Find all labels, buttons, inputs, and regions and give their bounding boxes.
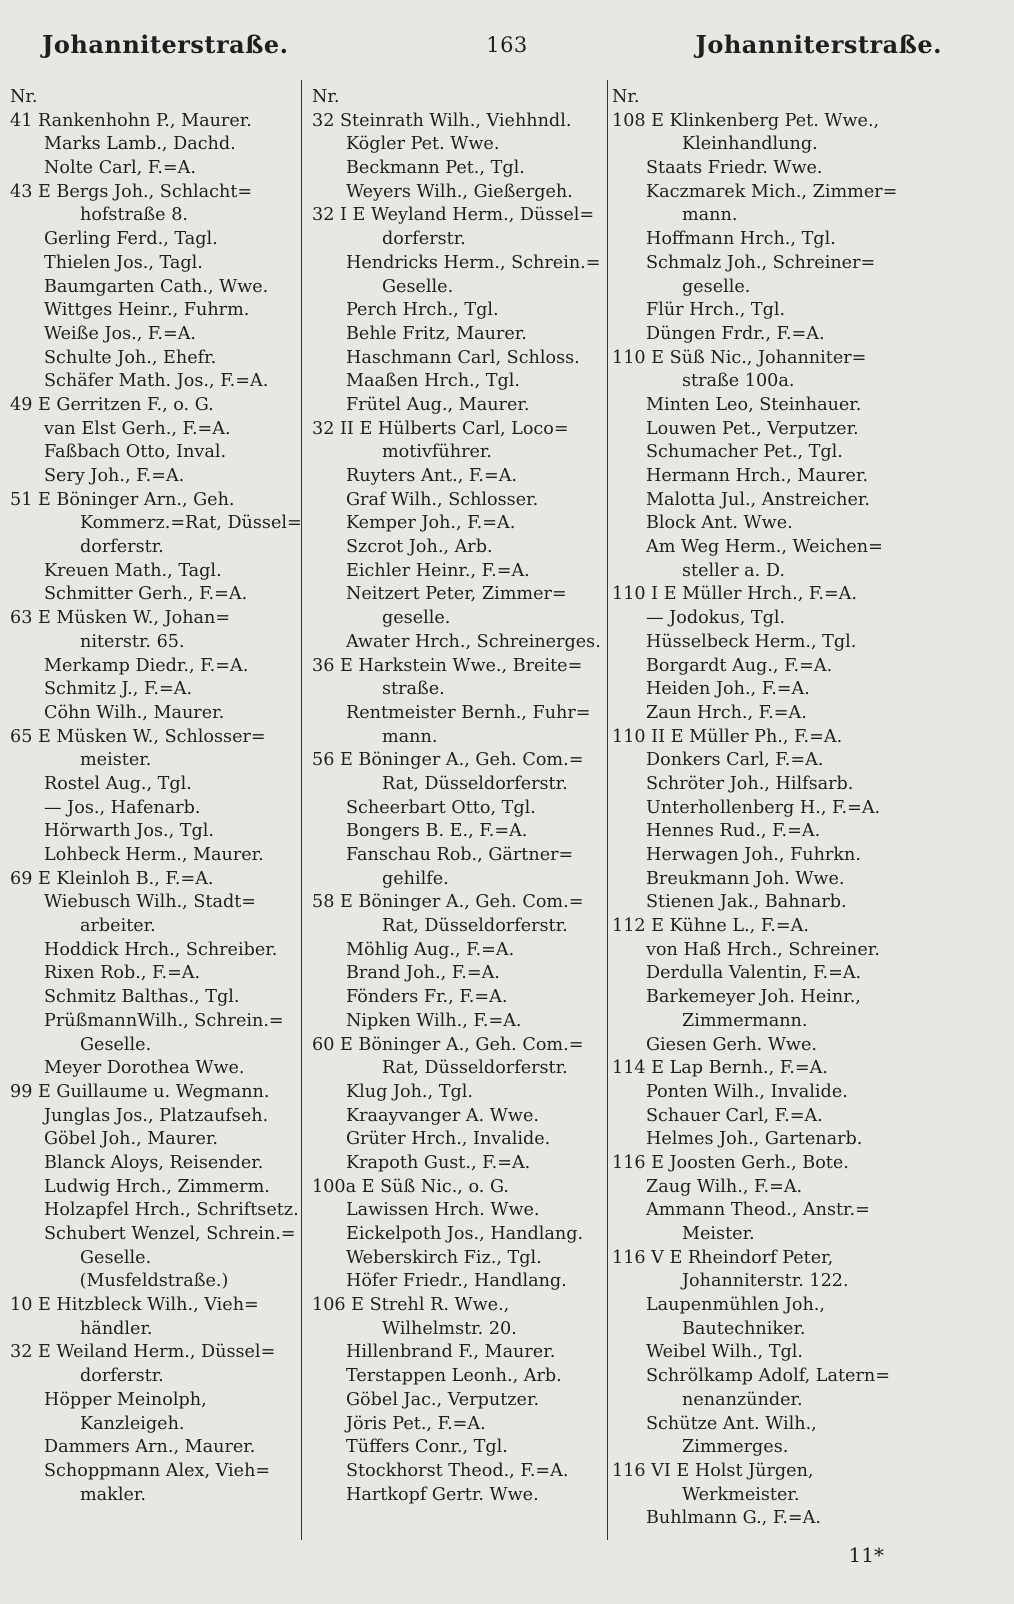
- directory-entry-line: Holzapfel Hrch., Schriftsetz.: [44, 1200, 299, 1221]
- directory-entry-line: Wiebusch Wilh., Stadt=: [44, 892, 257, 913]
- directory-entry-line: Weibel Wilh., Tgl.: [646, 1342, 803, 1363]
- directory-entry-line: meister.: [80, 750, 152, 771]
- directory-entry-line: 43 E Bergs Joh., Schlacht=: [10, 181, 253, 202]
- column-heading: Nr.: [312, 87, 340, 107]
- directory-entry-line: Scheerbart Otto, Tgl.: [346, 797, 536, 818]
- directory-entry-line: 99 E Guillaume u. Wegmann.: [10, 1081, 270, 1102]
- directory-entry-line: Schulte Joh., Ehefr.: [44, 347, 217, 368]
- directory-entry-line: Weyers Wilh., Gießergeh.: [346, 181, 573, 202]
- directory-entry-line: 116 V E Rheindorf Peter,: [612, 1247, 834, 1268]
- directory-entry-line: Geselle.: [80, 1034, 152, 1055]
- directory-entry-line: Krapoth Gust., F.=A.: [346, 1152, 531, 1173]
- directory-entry-line: Hoddick Hrch., Schreiber.: [44, 939, 278, 960]
- directory-entry-line: Derdulla Valentin, F.=A.: [646, 963, 862, 984]
- directory-entry-line: Düngen Frdr., F.=A.: [646, 323, 825, 344]
- directory-entry-line: Göbel Jac., Verputzer.: [346, 1389, 540, 1410]
- directory-entry-line: Unterhollenberg H., F.=A.: [646, 797, 881, 818]
- directory-entry-line: 106 E Strehl R. Wwe.,: [312, 1295, 510, 1316]
- directory-entry-line: Schmalz Joh., Schreiner=: [646, 252, 876, 273]
- directory-entry-line: Rixen Rob., F.=A.: [44, 963, 201, 984]
- directory-entry-line: Ruyters Ant., F.=A.: [346, 466, 518, 486]
- directory-entry-line: 65 E Müsken W., Schlosser=: [10, 726, 266, 747]
- directory-entry-line: 49 E Gerritzen F., o. G.: [10, 394, 214, 415]
- directory-entry-line: Merkamp Diedr., F.=A.: [44, 655, 249, 676]
- column-divider: [607, 80, 608, 1540]
- directory-entry-line: Kommerz.=Rat, Düssel=: [80, 513, 302, 534]
- directory-entry-line: Zaug Wilh., F.=A.: [646, 1176, 803, 1197]
- directory-entry-line: 110 E Süß Nic., Johanniter=: [612, 347, 867, 368]
- directory-entry-line: Kaczmarek Mich., Zimmer=: [646, 181, 898, 202]
- directory-entry-line: Hörwarth Jos., Tgl.: [44, 821, 214, 842]
- directory-entry-line: Ponten Wilh., Invalide.: [646, 1081, 848, 1102]
- directory-entry-line: 110 I E Müller Hrch., F.=A.: [612, 584, 857, 605]
- directory-entry-line: Schmitz Balthas., Tgl.: [44, 987, 240, 1008]
- column-heading: Nr.: [10, 87, 38, 107]
- directory-entry-line: Kögler Pet. Wwe.: [346, 134, 500, 155]
- directory-entry-line: Szcrot Joh., Arb.: [346, 537, 493, 558]
- directory-entry-line: Bongers B. E., F.=A.: [346, 821, 528, 842]
- directory-entry-line: Wilhelmstr. 20.: [382, 1318, 517, 1339]
- directory-entry-line: Maaßen Hrch., Tgl.: [346, 371, 521, 392]
- directory-entry-line: Laupenmühlen Joh.,: [646, 1295, 825, 1316]
- directory-entry-line: Hillenbrand F., Maurer.: [346, 1342, 556, 1363]
- directory-entry-line: Thielen Jos., Tagl.: [44, 252, 203, 273]
- directory-entry-line: Werkmeister.: [682, 1484, 800, 1505]
- directory-entry-line: Zimmermann.: [682, 1010, 808, 1031]
- directory-entry-line: 32 II E Hülberts Carl, Loco=: [312, 418, 569, 439]
- directory-entry-line: Nolte Carl, F.=A.: [44, 158, 196, 179]
- directory-entry-line: Schütze Ant. Wilh.,: [646, 1413, 817, 1434]
- directory-entry-line: Ammann Theod., Anstr.=: [646, 1200, 870, 1221]
- directory-entry-line: Cöhn Wilh., Maurer.: [44, 702, 225, 723]
- directory-entry-line: dorferstr.: [382, 229, 466, 250]
- directory-entry-line: motivführer.: [382, 442, 492, 463]
- directory-entry-line: Kemper Joh., F.=A.: [346, 513, 516, 534]
- directory-entry-line: 51 E Böninger Arn., Geh.: [10, 489, 235, 510]
- directory-entry-line: Schumacher Pet., Tgl.: [646, 442, 843, 463]
- directory-entry-line: Hartkopf Gertr. Wwe.: [346, 1484, 539, 1505]
- directory-entry-line: Tüffers Conr., Tgl.: [346, 1437, 508, 1458]
- directory-entry-line: Beckmann Pet., Tgl.: [346, 158, 525, 179]
- directory-entry-line: Höpper Meinolph,: [44, 1389, 207, 1410]
- directory-column-3: [612, 86, 912, 1531]
- directory-entry-line: Johanniterstr. 122.: [682, 1271, 849, 1292]
- directory-entry-line: Nipken Wilh., F.=A.: [346, 1010, 522, 1031]
- directory-entry-line: 10 E Hitzbleck Wilh., Vieh=: [10, 1295, 259, 1316]
- directory-entry-line: Rat, Düsseldorferstr.: [382, 1058, 568, 1079]
- column-heading: Nr.: [612, 87, 640, 107]
- directory-entry-line: Staats Friedr. Wwe.: [646, 158, 823, 179]
- directory-entry-line: Kanzleigeh.: [80, 1413, 185, 1434]
- directory-entry-line: Giesen Gerh. Wwe.: [646, 1034, 817, 1055]
- directory-entry-line: Terstappen Leonh., Arb.: [346, 1366, 562, 1387]
- directory-entry-line: PrüßmannWilh., Schrein.=: [44, 1010, 284, 1031]
- directory-entry-line: Dammers Arn., Maurer.: [44, 1437, 256, 1458]
- directory-entry-line: 56 E Böninger A., Geh. Com.=: [312, 750, 584, 771]
- directory-entry-line: 36 E Harkstein Wwe., Breite=: [312, 655, 583, 676]
- directory-entry-line: Block Ant. Wwe.: [646, 513, 793, 534]
- directory-entry-line: Am Weg Herm., Weichen=: [646, 537, 883, 558]
- directory-entry-line: 60 E Böninger A., Geh. Com.=: [312, 1034, 584, 1055]
- directory-entry-line: van Elst Gerh., F.=A.: [44, 418, 231, 439]
- directory-entry-line: Meyer Dorothea Wwe.: [44, 1058, 245, 1079]
- directory-entry-line: Helmes Joh., Gartenarb.: [646, 1129, 863, 1150]
- directory-entry-line: Graf Wilh., Schlosser.: [346, 489, 539, 510]
- directory-entry-line: Schubert Wenzel, Schrein.=: [44, 1224, 296, 1244]
- directory-entry-line: Donkers Carl, F.=A.: [646, 750, 824, 771]
- directory-entry-line: Awater Hrch., Schreinerges.: [346, 631, 601, 652]
- directory-entry-line: Hendricks Herm., Schrein.=: [346, 252, 601, 273]
- directory-entry-line: von Haß Hrch., Schreiner.: [646, 939, 880, 960]
- directory-entry-line: Klug Joh., Tgl.: [346, 1081, 473, 1102]
- directory-entry-line: nenanzünder.: [682, 1389, 803, 1410]
- directory-entry-line: Ludwig Hrch., Zimmerm.: [44, 1176, 270, 1197]
- directory-entry-line: Hüsselbeck Herm., Tgl.: [646, 631, 857, 652]
- directory-entry-line: Sery Joh., F.=A.: [44, 466, 185, 486]
- directory-entry-line: Borgardt Aug., F.=A.: [646, 655, 833, 676]
- directory-entry-line: Rat, Düsseldorferstr.: [382, 916, 568, 937]
- directory-entry-line: geselle.: [382, 608, 451, 629]
- directory-entry-line: Grüter Hrch., Invalide.: [346, 1129, 551, 1150]
- directory-entry-line: 63 E Müsken W., Johan=: [10, 608, 231, 629]
- directory-entry-line: gehilfe.: [382, 868, 449, 889]
- directory-entry-line: Brand Joh., F.=A.: [346, 963, 500, 984]
- directory-entry-line: Höfer Friedr., Handlang.: [346, 1271, 567, 1292]
- directory-entry-line: 69 E Kleinloh B., F.=A.: [10, 868, 214, 889]
- directory-entry-line: Faßbach Otto, Inval.: [44, 442, 227, 463]
- directory-entry-line: arbeiter.: [80, 916, 156, 937]
- directory-entry-line: 116 E Joosten Gerh., Bote.: [612, 1152, 849, 1173]
- directory-entry-line: — Jos., Hafenarb.: [44, 797, 201, 818]
- directory-entry-line: Barkemeyer Joh. Heinr.,: [646, 987, 861, 1008]
- directory-entry-line: Behle Fritz, Maurer.: [346, 323, 527, 344]
- directory-entry-line: Rentmeister Bernh., Fuhr=: [346, 702, 591, 723]
- signature-mark: 11*: [848, 1543, 884, 1567]
- directory-entry-line: 108 E Klinkenberg Pet. Wwe.,: [612, 110, 880, 131]
- directory-entry-line: Eickelpoth Jos., Handlang.: [346, 1224, 584, 1244]
- directory-entry-line: Stienen Jak., Bahnarb.: [646, 892, 847, 913]
- directory-entry-line: Schoppmann Alex, Vieh=: [44, 1460, 271, 1481]
- column-divider: [301, 80, 302, 1540]
- directory-entry-line: (Musfeldstraße.): [79, 1271, 229, 1292]
- directory-entry-line: Kraayvanger A. Wwe.: [346, 1105, 539, 1126]
- directory-entry-line: niterstr. 65.: [80, 631, 185, 652]
- directory-entry-line: Weberskirch Fiz., Tgl.: [346, 1247, 542, 1268]
- directory-entry-line: 32 I E Weyland Herm., Düssel=: [312, 205, 595, 226]
- directory-entry-line: — Jodokus, Tgl.: [646, 608, 786, 629]
- directory-entry-line: 112 E Kühne L., F.=A.: [612, 916, 809, 937]
- directory-entry-line: Baumgarten Cath., Wwe.: [44, 276, 269, 297]
- directory-entry-line: mann.: [382, 726, 438, 747]
- directory-entry-line: Lawissen Hrch. Wwe.: [346, 1200, 540, 1221]
- directory-entry-line: Hermann Hrch., Maurer.: [646, 466, 869, 486]
- page-number: 163: [486, 33, 528, 57]
- directory-entry-line: Buhlmann G., F.=A.: [646, 1508, 821, 1529]
- directory-entry-line: Göbel Joh., Maurer.: [44, 1129, 219, 1150]
- directory-entry-line: Stockhorst Theod., F.=A.: [346, 1460, 569, 1481]
- directory-entry-line: Perch Hrch., Tgl.: [346, 300, 499, 321]
- directory-entry-line: Haschmann Carl, Schloss.: [346, 347, 580, 368]
- directory-entry-line: Geselle.: [80, 1247, 152, 1268]
- directory-entry-line: Junglas Jos., Platzaufseh.: [44, 1105, 269, 1126]
- running-header-right: Johanniterstraße.: [695, 30, 942, 59]
- directory-entry-line: Schmitter Gerh., F.=A.: [44, 584, 248, 605]
- directory-column-2: [312, 86, 602, 1507]
- directory-entry-line: Frütel Aug., Maurer.: [346, 394, 530, 415]
- directory-entry-line: Hennes Rud., F.=A.: [646, 821, 821, 842]
- directory-entry-line: Flür Hrch., Tgl.: [646, 300, 786, 321]
- directory-entry-line: straße 100a.: [682, 371, 795, 392]
- directory-entry-line: 100a E Süß Nic., o. G.: [312, 1176, 509, 1197]
- directory-entry-line: Heiden Joh., F.=A.: [646, 679, 810, 700]
- directory-entry-line: Weiße Jos., F.=A.: [44, 323, 196, 344]
- directory-entry-line: Kreuen Math., Tagl.: [44, 560, 222, 581]
- directory-entry-line: 41 Rankenhohn P., Maurer.: [10, 110, 252, 131]
- directory-entry-line: Fanschau Rob., Gärtner=: [346, 845, 574, 865]
- directory-entry-line: Marks Lamb., Dachd.: [44, 134, 236, 155]
- directory-entry-line: Hoffmann Hrch., Tgl.: [646, 229, 836, 250]
- directory-entry-line: Blanck Aloys, Reisender.: [44, 1152, 264, 1173]
- directory-entry-line: Rostel Aug., Tgl.: [44, 773, 192, 794]
- directory-entry-line: Möhlig Aug., F.=A.: [346, 939, 515, 960]
- directory-entry-line: Schäfer Math. Jos., F.=A.: [44, 371, 269, 392]
- directory-entry-line: mann.: [682, 205, 738, 226]
- directory-entry-line: Louwen Pet., Verputzer.: [646, 418, 859, 439]
- directory-entry-line: Jöris Pet., F.=A.: [346, 1413, 486, 1434]
- directory-entry-line: Meister.: [682, 1224, 755, 1244]
- directory-entry-line: Bautechniker.: [682, 1318, 806, 1339]
- running-header-left: Johanniterstraße.: [42, 30, 289, 59]
- directory-entry-line: dorferstr.: [80, 537, 164, 558]
- directory-entry-line: Schrölkamp Adolf, Latern=: [646, 1366, 890, 1387]
- directory-entry-line: 110 II E Müller Ph., F.=A.: [612, 726, 843, 747]
- directory-entry-line: 116 VI E Holst Jürgen,: [612, 1460, 814, 1481]
- directory-entry-line: Gerling Ferd., Tagl.: [44, 229, 218, 250]
- directory-entry-line: straße.: [382, 679, 445, 700]
- directory-entry-line: 32 Steinrath Wilh., Viehhndl.: [312, 110, 572, 131]
- directory-entry-line: Fönders Fr., F.=A.: [346, 987, 508, 1008]
- directory-entry-line: Herwagen Joh., Fuhrkn.: [646, 845, 861, 865]
- directory-entry-line: Neitzert Peter, Zimmer=: [346, 584, 567, 605]
- directory-entry-line: Rat, Düsseldorferstr.: [382, 773, 568, 794]
- directory-entry-line: 114 E Lap Bernh., F.=A.: [612, 1058, 828, 1079]
- directory-entry-line: 58 E Böninger A., Geh. Com.=: [312, 892, 584, 913]
- directory-entry-line: hofstraße 8.: [80, 205, 188, 226]
- directory-entry-line: Schmitz J., F.=A.: [44, 679, 193, 700]
- directory-entry-line: Breukmann Joh. Wwe.: [646, 868, 845, 889]
- directory-entry-line: Eichler Heinr., F.=A.: [346, 560, 530, 581]
- directory-entry-line: dorferstr.: [80, 1366, 164, 1387]
- directory-entry-line: steller a. D.: [682, 560, 785, 581]
- directory-entry-line: Lohbeck Herm., Maurer.: [44, 845, 264, 865]
- directory-entry-line: Zimmerges.: [682, 1437, 789, 1458]
- directory-column-1: [10, 86, 302, 1507]
- directory-entry-line: Kleinhandlung.: [682, 134, 818, 155]
- directory-entry-line: Schröter Joh., Hilfsarb.: [646, 773, 854, 794]
- directory-entry-line: Malotta Jul., Anstreicher.: [646, 489, 870, 510]
- directory-entry-line: Wittges Heinr., Fuhrm.: [44, 300, 250, 321]
- directory-entry-line: Schauer Carl, F.=A.: [646, 1105, 823, 1126]
- directory-entry-line: makler.: [80, 1484, 146, 1505]
- directory-entry-line: geselle.: [682, 276, 751, 297]
- directory-entry-line: Zaun Hrch., F.=A.: [646, 702, 807, 723]
- directory-entry-line: Geselle.: [382, 276, 454, 297]
- directory-entry-line: Minten Leo, Steinhauer.: [646, 394, 862, 415]
- directory-entry-line: händler.: [80, 1318, 153, 1339]
- directory-entry-line: 32 E Weiland Herm., Düssel=: [10, 1342, 276, 1363]
